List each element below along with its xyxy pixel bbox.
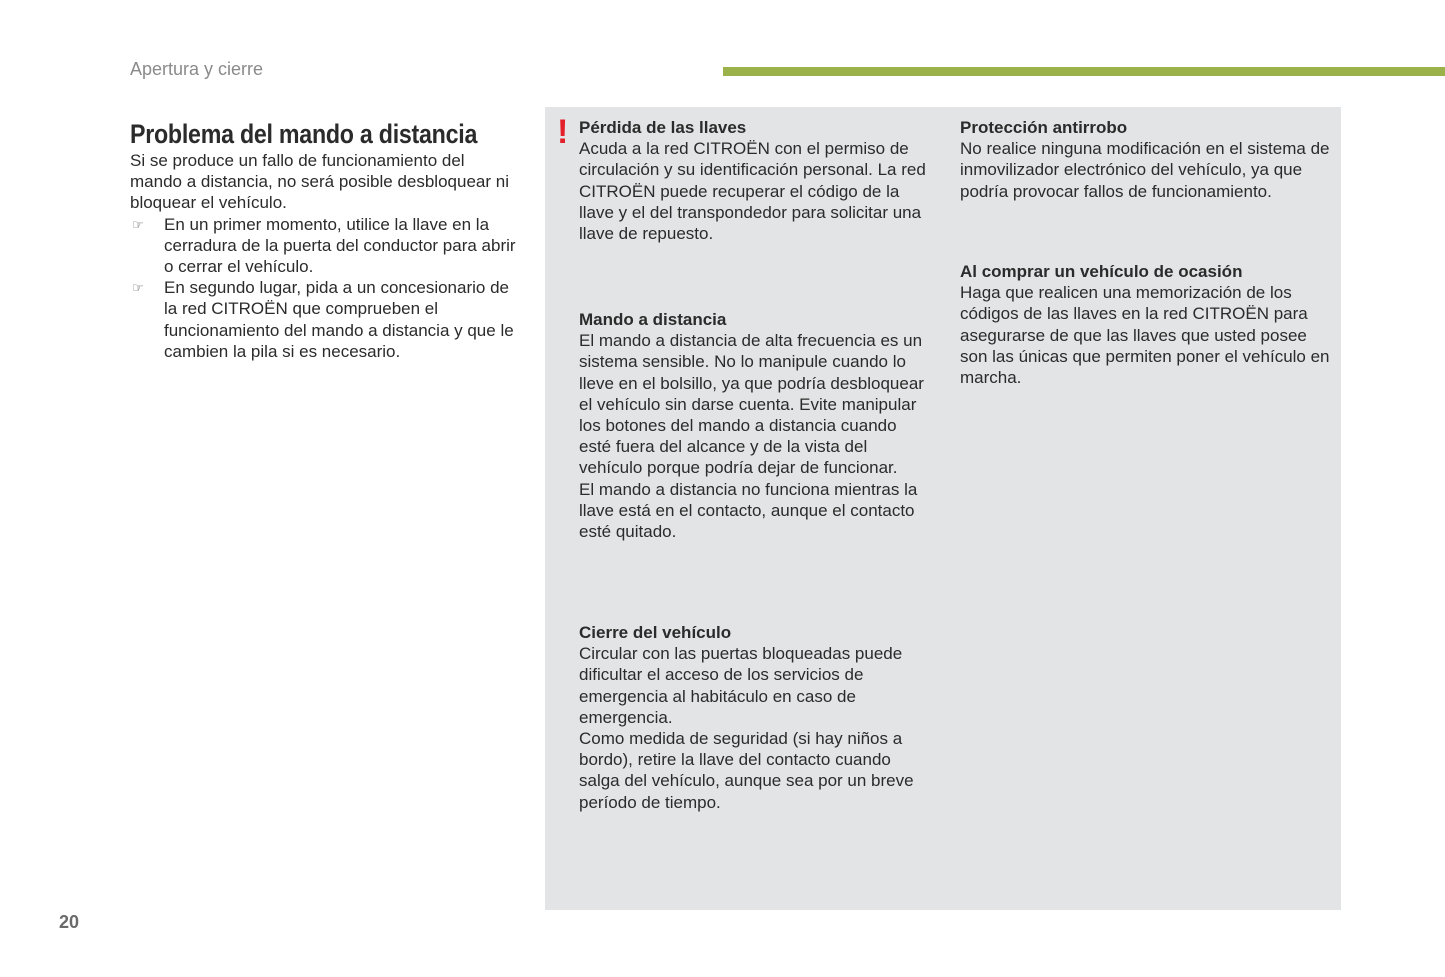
block-body: El mando a distancia de alta frecuencia es un sistema sensible. No lo manipule cuando lo lleve en el bolsillo, ya que podría desbloquear el vehículo sin darse cuenta. Evite manipular los botones del mando a distancia cuando esté fuera del alcance y de la vista del vehículo porque podría dejar de funcionar. bbox=[579, 331, 924, 478]
pointing-hand-icon: ☞ bbox=[132, 280, 144, 296]
block-body: Acuda a la red CITROËN con el permiso de circulación y su identificación personal. La red CITROËN puede recuperar el código de la llave y el del transpondedor para solicitar una llave de repuesto. bbox=[579, 139, 926, 244]
warning-block-locking bbox=[579, 622, 931, 813]
page-title: Problema del mando a distancia bbox=[130, 119, 478, 150]
page-number: 20 bbox=[59, 912, 80, 932]
intro-text: Si se produce un fallo de funcionamiento del mando a distancia, no será posible desbloquear ni bloquear el vehículo. bbox=[130, 151, 509, 213]
block-body-secondary: El mando a distancia no funciona mientras la llave está en el contacto, aunque el contacto esté quitado. bbox=[579, 479, 918, 542]
warning-block-antitheft bbox=[960, 117, 1334, 202]
list-item-text: En segundo lugar, pida a un concesionario de la red CITROËN que comprueben el funcionamiento del mando a distancia y que le cambien la pila si es necesario. bbox=[164, 278, 514, 361]
warning-block-used-vehicle bbox=[960, 261, 1334, 388]
block-body: No realice ninguna modificación en el sistema de inmovilizador electrónico del vehículo, ya que podría provocar fallos de funcionamiento. bbox=[960, 139, 1330, 201]
warning-block-remote bbox=[579, 309, 931, 542]
block-title: Protección antirrobo bbox=[960, 118, 1128, 137]
block-title: Cierre del vehículo bbox=[579, 623, 732, 642]
block-body: Haga que realicen una memorización de los códigos de las llaves en la red CITROËN para asegurarse de que las llaves que usted posee son las únicas que permiten poner el vehículo en marcha. bbox=[960, 283, 1330, 388]
pointing-hand-icon: ☞ bbox=[132, 216, 144, 232]
block-title: Al comprar un vehículo de ocasión bbox=[960, 262, 1243, 281]
list-item bbox=[130, 214, 520, 278]
block-body-secondary: Como medida de seguridad (si hay niños a bordo), retire la llave del contacto cuando salga del vehículo, aunque sea por un breve período de tiempo. bbox=[579, 729, 914, 812]
section-title: Apertura y cierre bbox=[130, 59, 264, 79]
header-accent-bar bbox=[723, 67, 1445, 76]
warning-exclamation-icon: ! bbox=[557, 113, 569, 151]
instruction-list bbox=[130, 214, 520, 362]
block-body: Circular con las puertas bloqueadas puede dificultar el acceso de los servicios de emergencia al habitáculo en caso de emergencia. bbox=[579, 644, 903, 727]
intro-section bbox=[130, 150, 520, 362]
warning-block-lost-keys bbox=[579, 117, 931, 244]
list-item bbox=[130, 277, 520, 362]
block-title: Mando a distancia bbox=[579, 310, 727, 329]
list-item-text: En un primer momento, utilice la llave en la cerradura de la puerta del conductor para abrir o cerrar el vehículo. bbox=[164, 214, 516, 277]
block-title: Pérdida de las llaves bbox=[579, 118, 747, 137]
